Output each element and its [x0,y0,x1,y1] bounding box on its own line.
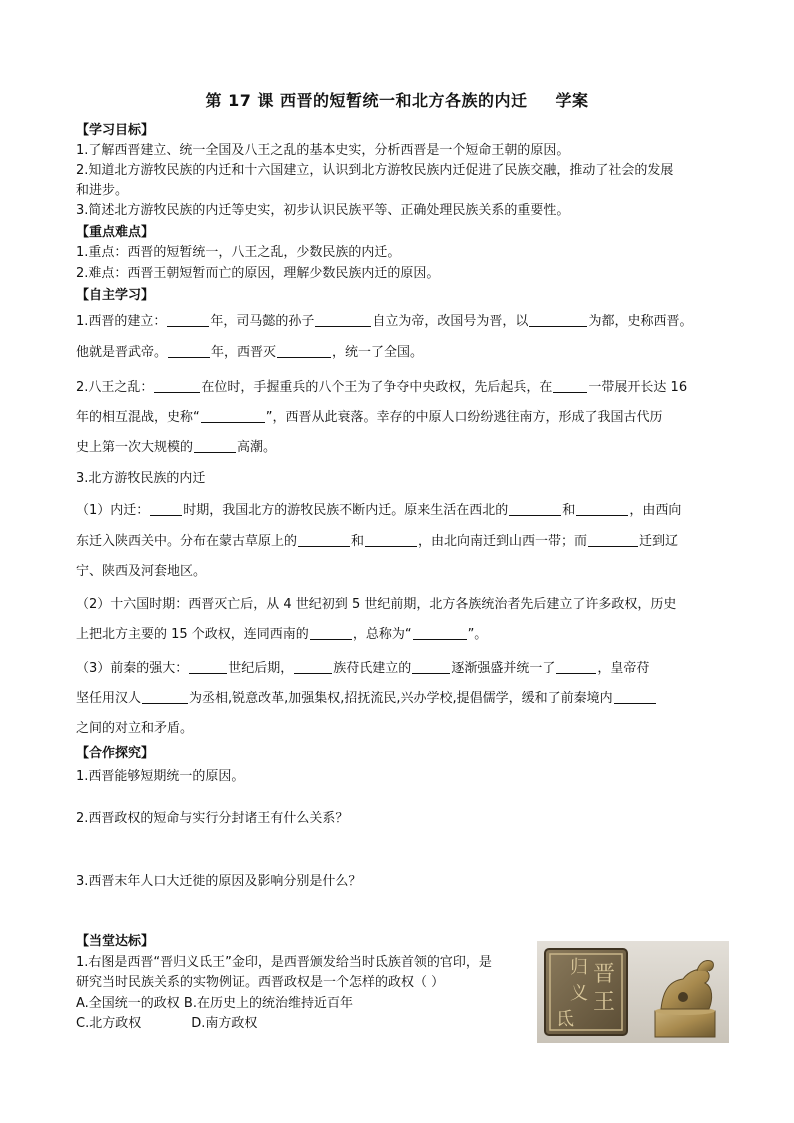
former-qin-line-1: （3）前秦的强大： 世纪后期， 族苻氏建立的 逐渐强盛并统一了 ，皇帝苻 [76,661,650,676]
option-d[interactable]: D.南方政权 [191,1016,258,1031]
goal-3: 3.简述北方游牧民族的内迁等史实，初步认识民族平等、正确处理民族关系的重要性。 [76,203,570,218]
sixteen-kingdoms-line-1: （2）十六国时期：西晋灭亡后，从 4 世纪初到 5 世纪前期，北方各族统治者先后建立了许多政权，历史 [76,597,677,612]
former-qin-line-2: 坚任用汉人 为丞相,锐意改革,加强集权,招抚流民,兴办学校,提倡儒学，缓和了前秦境内 [76,690,726,708]
cooperation-heading: 【合作探究】 [76,746,155,761]
option-c[interactable]: C.北方政权 [76,1016,142,1031]
answer-blank[interactable] [167,314,209,327]
cooperation-question-3: 3.西晋末年人口大迁徙的原因及影响分别是什么？ [76,874,362,889]
answer-blank[interactable] [509,503,561,516]
answer-blank[interactable] [150,503,182,516]
migration-line-3: 宁、陕西及河套地区。 [76,564,207,579]
goal-2-line-1: 2.知道北方游牧民族的内迁和十六国建立，认识到北方游牧民族内迁促进了民族交融，推动了社会的发展 [76,163,674,178]
answer-blank[interactable] [277,345,331,358]
title-suffix: 学案 [555,91,589,110]
cooperation-question-2: 2.西晋政权的短命与实行分封诸王有什么关系？ [76,811,349,826]
answer-blank[interactable] [576,503,628,516]
answer-blank[interactable] [298,534,350,547]
self-study-item-3: 3.北方游牧民族的内迁 [76,471,206,486]
answer-blank[interactable] [588,534,638,547]
answer-blank[interactable] [315,314,371,327]
test-question-1-line-2: 研究当时民族关系的实物例证。西晋政权是一个怎样的政权（ ） [76,975,445,990]
self-study-item-2-line-1: 2.八王之乱： 在位时，手握重兵的八个王为了争夺中央政权，先后起兵，在 一带展开长达 16 [76,380,688,395]
svg-text:归: 归 [570,957,588,978]
self-study-heading: 【自主学习】 [76,288,155,303]
answer-blank[interactable] [168,345,210,358]
answer-blank[interactable] [529,314,587,327]
answer-blank[interactable] [294,661,332,674]
migration-line-2: 东迁入陕西关中。分布在蒙古草原上的 和 ，由北向南迁到山西一带；而 迁到辽 [76,534,679,549]
option-a-b[interactable]: A.全国统一的政权 B.在历史上的统治维持近百年 [76,996,353,1011]
answer-blank[interactable] [142,691,188,704]
title-main: 第 17 课 西晋的短暂统一和北方各族的内迁 [205,91,528,110]
answer-blank[interactable] [189,661,227,674]
goals-heading: 【学习目标】 [76,123,155,138]
answer-blank[interactable] [310,627,352,640]
test-question-1-line-1: 1.右图是西晋“晋归义氐王”金印，是西晋颁发给当时氐族首领的官印，是 [76,955,492,970]
goal-2-line-2: 和进步。 [76,183,129,198]
goal-1: 1.了解西晋建立、统一全国及八王之乱的基本史实，分析西晋是一个短命王朝的原因。 [76,143,570,158]
key-heading: 【重点难点】 [76,225,155,240]
self-study-item-2-line-2: 年的相互混战，史称“ ”，西晋从此衰落。幸存的中原人口纷纷逃往南方，形成了我国古代历 [76,410,663,425]
in-class-test-heading: 【当堂达标】 [76,934,155,949]
option-c-d [76,1015,536,1033]
golden-seal-photo [537,941,729,1043]
svg-text:晋: 晋 [592,962,616,987]
former-qin-line-3: 之间的对立和矛盾。 [76,721,194,736]
cooperation-question-1: 1.西晋能够短期统一的原因。 [76,769,245,784]
answer-blank[interactable] [365,534,417,547]
self-study-item-2-line-3: 史上第一次大规模的 高潮。 [76,440,277,455]
answer-blank[interactable] [194,440,236,453]
answer-blank[interactable] [412,661,450,674]
answer-blank[interactable] [553,380,587,393]
answer-blank[interactable] [154,380,200,393]
difficult-point: 2.难点：西晋王朝短暂而亡的原因，理解少数民族内迁的原因。 [76,266,440,281]
migration-line-1: （1）内迁： 时期，我国北方的游牧民族不断内迁。原来生活在西北的 和 ，由西向 [76,503,682,518]
key-point: 1.重点：西晋的短暂统一，八王之乱，少数民族的内迁。 [76,245,401,260]
self-study-item-1-line-1: 1.西晋的建立： 年，司马懿的孙子 自立为帝，改国号为晋，以 为都，史称西晋。 [76,314,693,329]
seal-illustration [537,941,729,1043]
answer-blank[interactable] [413,627,467,640]
self-study-item-1-line-2: 他就是晋武帝。 年，西晋灭 ，统一了全国。 [76,345,424,360]
answer-blank[interactable] [614,691,656,704]
svg-text:氐: 氐 [556,1009,574,1030]
answer-blank[interactable] [556,661,596,674]
answer-blank[interactable] [201,410,265,423]
page-title [0,88,794,111]
sixteen-kingdoms-line-2: 上把北方主要的 15 个政权，连同西南的 ，总称为“ ”。 [76,627,488,642]
svg-text:义: 义 [570,983,588,1004]
svg-text:王: 王 [592,990,616,1015]
